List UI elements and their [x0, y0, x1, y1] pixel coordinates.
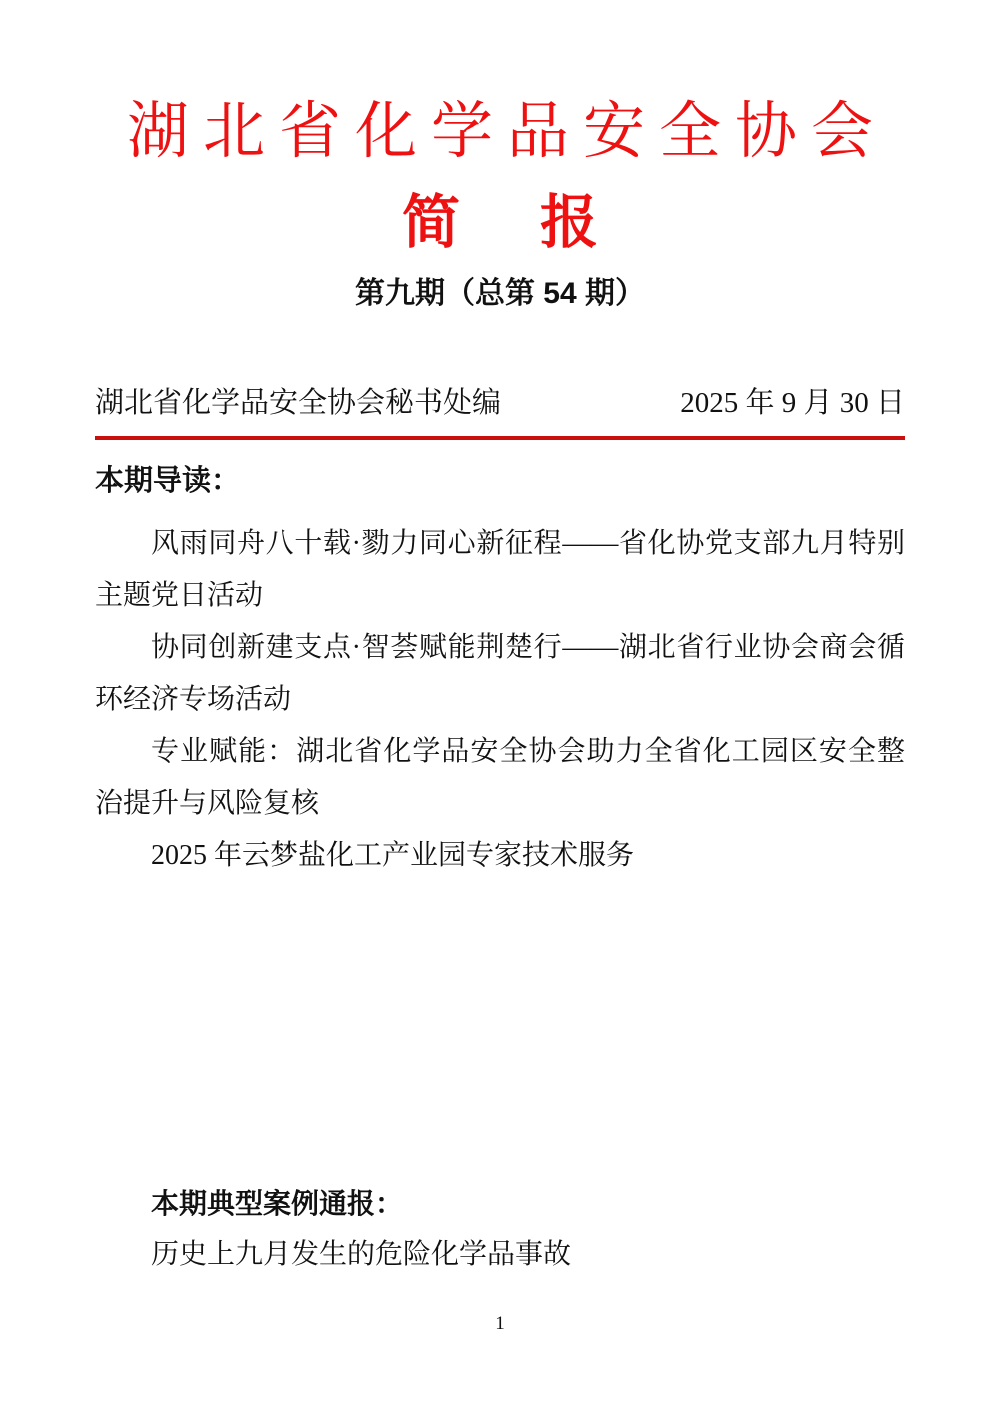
toc-list	[95, 518, 905, 882]
toc-item: 2025 年云梦盐化工产业园专家技术服务	[151, 840, 635, 871]
brief-title-char-1: 简	[401, 190, 460, 255]
issue-line: 第九期（总第 54 期）	[354, 277, 646, 310]
cases-heading: 本期典型案例通报：	[151, 1188, 404, 1219]
page-number: 1	[495, 1313, 505, 1334]
editor-line: 湖北省化学品安全协会秘书处编	[95, 387, 502, 419]
toc-item: 协同创新建支点·智荟赋能荆楚行——湖北省行业协会商会循环经济专场活动	[95, 632, 905, 715]
org-title: 湖北省化学品安全协会	[126, 98, 887, 166]
toc-item: 风雨同舟八十载·勠力同心新征程——省化协党支部九月特别主题党日活动	[95, 528, 905, 611]
masthead	[95, 100, 905, 440]
cases-section	[95, 1187, 905, 1273]
document-body	[95, 464, 905, 1273]
page-footer	[0, 1313, 1000, 1335]
toc-item: 专业赋能：湖北省化学品安全协会助力全省化工园区安全整治提升与风险复核	[95, 736, 905, 819]
case-item: 历史上九月发生的危险化学品事故	[151, 1239, 572, 1270]
brief-title	[95, 190, 905, 255]
date-line: 2025 年 9 月 30 日	[680, 387, 905, 419]
meta-row	[95, 386, 905, 420]
toc-heading: 本期导读：	[95, 465, 241, 497]
brief-title-char-2: 报	[540, 190, 599, 255]
red-divider	[95, 436, 905, 440]
